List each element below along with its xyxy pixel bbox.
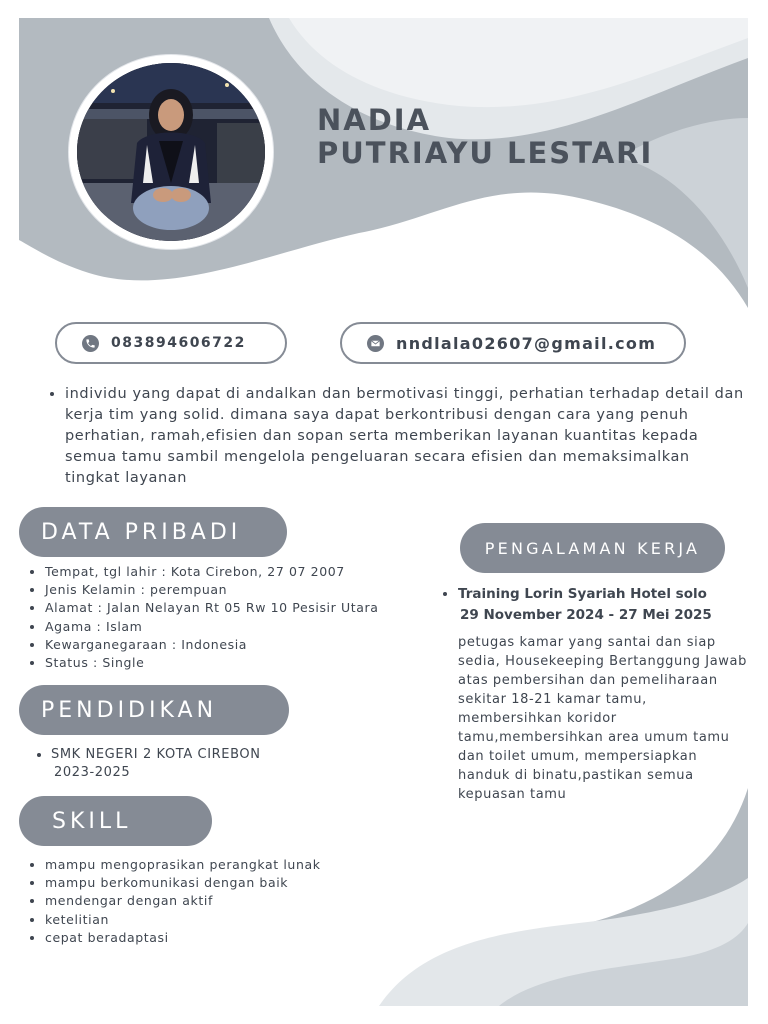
list-item: • mampu mengoprasikan perangkat lunak — [45, 856, 405, 874]
list-item: • Tempat, tgl lahir : Kota Cirebon, 27 07 2007 — [45, 563, 445, 581]
phone-pill[interactable] — [55, 322, 287, 364]
list-item: • Agama : Islam — [45, 618, 445, 636]
skill-title: SKILL — [52, 808, 132, 834]
name-second-line: PUTRIAYU LESTARI — [317, 136, 654, 170]
job-heading — [458, 584, 748, 626]
list-item: • mendengar dengan aktif — [45, 892, 405, 910]
email-icon — [367, 335, 384, 352]
education-list — [25, 746, 351, 782]
profile-summary — [45, 384, 745, 489]
job-entry — [440, 584, 748, 626]
resume-page — [19, 18, 748, 1006]
summary-text: • individu yang dapat di andalkan dan bermotivasi tinggi, perhatian terhadap detail dan kerja tim yang solid. dimana saya dapat berkontribusi dengan cara yang penuh perhatian, ramah,efisien dan sopan serta memberikan layanan kuantitas kepada semua tamu sambil mengelola pengeluaran secara efisien dan memaksimalkan tingkat layanan — [65, 384, 745, 489]
full-name — [317, 104, 653, 170]
section-heading-skill — [19, 796, 212, 846]
phone-icon — [82, 335, 99, 352]
list-item: • Kewarganegaraan : Indonesia — [45, 636, 445, 654]
name-first-line: NADIA — [317, 103, 432, 137]
list-item: • Alamat : Jalan Nelayan Rt 05 Rw 10 Pesisir Utara — [45, 599, 445, 617]
personal-data-list — [19, 563, 445, 672]
section-heading-data-pribadi — [19, 507, 287, 557]
phone-number: 083894606722 — [111, 335, 246, 351]
skill-list — [19, 856, 405, 947]
pengalaman-title: PENGALAMAN KERJA — [484, 538, 701, 558]
section-heading-pengalaman-kerja — [460, 523, 725, 573]
job-place: • Training Lorin Syariah Hotel solo — [458, 586, 707, 602]
list-item: • ketelitian — [45, 911, 405, 929]
pendidikan-title: PENDIDIKAN — [41, 697, 218, 723]
education-item — [51, 746, 351, 782]
person-photo-illustration — [77, 63, 265, 241]
job-period: 29 November 2024 - 27 Mei 2025 — [460, 607, 712, 623]
email-pill[interactable] — [340, 322, 686, 364]
job-description: petugas kamar yang santai dan siap sedia, Housekeeping Bertanggung Jawab atas pembersihan dan pemeliharaan sekitar 18-21 kamar tamu, membersihkan koridor tamu,membersihkan area umum tamu dan toilet umum, mempersiapkan handuk di binatu,pastikan semua kepuasan tamu — [458, 635, 747, 802]
school-years: 2023-2025 — [54, 765, 131, 781]
profile-photo — [77, 63, 265, 241]
list-item: • mampu berkomunikasi dengan baik — [45, 874, 405, 892]
email-address: nndlala02607@gmail.com — [396, 333, 657, 353]
data-pribadi-title: DATA PRIBADI — [41, 519, 242, 545]
list-item: • Status : Single — [45, 654, 445, 672]
list-item: • Jenis Kelamin : perempuan — [45, 581, 445, 599]
section-heading-pendidikan — [19, 685, 289, 735]
profile-photo-frame — [69, 55, 273, 249]
school-name: • SMK NEGERI 2 KOTA CIREBON — [51, 747, 261, 762]
list-item: • cepat beradaptasi — [45, 929, 405, 947]
